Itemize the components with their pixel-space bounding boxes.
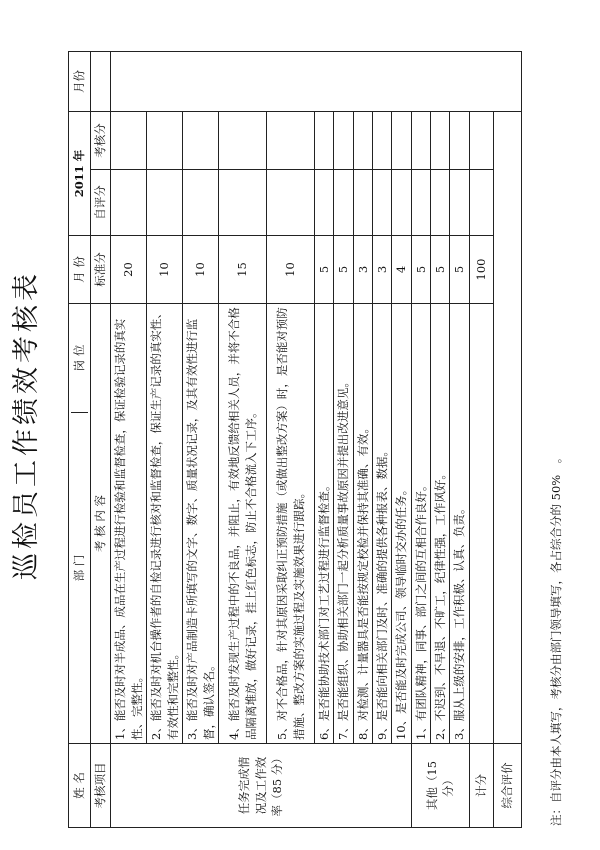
blank-margin-col	[111, 51, 522, 111]
self-score-cell[interactable]	[183, 170, 219, 236]
empty-header-cell	[91, 51, 111, 111]
assess-score-cell[interactable]	[372, 111, 391, 169]
task-row-9: 9、是否能向相关部门及时、准确的提供各种报表、数据。	[372, 304, 391, 744]
category-task: 任务完成情况及工作效率（85 分）	[111, 744, 412, 828]
assess-score-cell[interactable]	[353, 111, 372, 169]
other-score-2: 5	[430, 236, 449, 304]
self-score-cell[interactable]	[147, 170, 183, 236]
task-row-4: 4、能否及时发现生产过程中的不良品，并阻止，有效地反馈给相关人员，并将不合格品隔离堆放，做好记录，挂上红色标志，防止不合格流入下工序。	[219, 304, 267, 744]
task-row-3: 3、能否及时对产品制造卡所填写的文字、数字、质量状况记录，及其有效性进行监督，确认签名。	[183, 304, 219, 744]
assess-score-total[interactable]	[469, 111, 493, 169]
task-score-3: 10	[183, 236, 219, 304]
self-score-cell[interactable]	[219, 170, 267, 236]
other-row-2: 2、不迟到、不早退、不旷工，纪律性强，工作风好。	[430, 304, 449, 744]
self-score-cell[interactable]	[315, 170, 334, 236]
footnote: 注：自评分由本人填写，考核分由部门领导填写，各占综合分的 50% 。	[549, 451, 563, 826]
total-label: 计分	[469, 744, 493, 828]
task-score-6: 5	[315, 236, 334, 304]
task-score-9: 3	[372, 236, 391, 304]
overall-label: 综合评价	[493, 744, 521, 828]
self-score-cell[interactable]	[392, 170, 411, 236]
assess-score-cell[interactable]	[450, 111, 469, 169]
col-assess-header: 考核分	[91, 111, 111, 169]
task-row-6: 6、是否能协助技术部门对工艺过程进行监督检查。	[315, 304, 334, 744]
task-row-2: 2、能否及时对机台操作者的自检记录进行核对和监督检查，保证生产记录的真实性、有效性和完整性。	[147, 304, 183, 744]
col-self-header: 自评分	[91, 170, 111, 236]
year-label: 2011 年	[69, 111, 91, 235]
self-score-cell[interactable]	[450, 170, 469, 236]
task-score-1: 20	[111, 236, 147, 304]
assess-score-cell[interactable]	[411, 111, 430, 169]
self-score-cell[interactable]	[353, 170, 372, 236]
self-score-cell[interactable]	[267, 170, 315, 236]
task-row-8: 8、对检测、计量器具是否能按规定校检并保持其准确、有效。	[353, 304, 372, 744]
assess-score-cell[interactable]	[315, 111, 334, 169]
month-suffix: 月份	[69, 51, 91, 111]
position-label: 岗 位	[72, 344, 87, 372]
col-content-header: 考 核 内 容	[91, 304, 111, 744]
other-row-3: 3、服从上级的安排，工作积极、认真、负责。	[450, 304, 469, 744]
overall-comment-cell[interactable]	[493, 111, 521, 743]
task-row-1: 1、能否及时对半成品、成品在生产过程进行检验和监督检查，保证检验记录的真实性、完整性。	[111, 304, 147, 744]
assess-score-cell[interactable]	[392, 111, 411, 169]
self-score-cell[interactable]	[430, 170, 449, 236]
task-score-7: 5	[334, 236, 353, 304]
other-row-1: 1、有团队精神，同事、部门之间的互相合作良好。	[411, 304, 430, 744]
total-score: 100	[469, 236, 493, 304]
assess-score-cell[interactable]	[147, 111, 183, 169]
self-score-total[interactable]	[469, 170, 493, 236]
col-standard-header: 标准分	[91, 236, 111, 304]
assess-score-cell[interactable]	[219, 111, 267, 169]
dept-position-cell	[69, 304, 91, 744]
self-score-cell[interactable]	[411, 170, 430, 236]
month-label: 月 份	[69, 236, 91, 304]
assessment-table	[68, 51, 522, 828]
assess-score-cell[interactable]	[183, 111, 219, 169]
self-score-cell[interactable]	[334, 170, 353, 236]
page-title: 巡检员工作绩效考核表	[11, 270, 42, 580]
assess-score-cell[interactable]	[111, 111, 147, 169]
name-label: 姓 名	[69, 744, 91, 828]
assess-score-cell[interactable]	[430, 111, 449, 169]
col-item-header: 考核项目	[91, 744, 111, 828]
task-score-2: 10	[147, 236, 183, 304]
other-score-1: 5	[411, 236, 430, 304]
dept-label: 部 门	[72, 554, 87, 582]
task-score-10: 4	[392, 236, 411, 304]
task-row-10: 10、是否能及时完成公司、领导临时交办的任务。	[392, 304, 411, 744]
task-row-7: 7、是否能组织、协助相关部门一起分析质量事故原因并提出改进意见。	[334, 304, 353, 744]
other-score-3: 5	[450, 236, 469, 304]
category-other: 其他（15 分）	[411, 744, 469, 828]
task-row-5: 5、对不合格品，针对其原因采取纠正预防措施（或做出整改方案）时，是否能对预防措施、整改方案的实施过程及实施效果进行跟踪。	[267, 304, 315, 744]
assess-score-cell[interactable]	[267, 111, 315, 169]
self-score-cell[interactable]	[372, 170, 391, 236]
task-score-8: 3	[353, 236, 372, 304]
assess-score-cell[interactable]	[334, 111, 353, 169]
task-score-4: 15	[219, 236, 267, 304]
self-score-cell[interactable]	[111, 170, 147, 236]
total-content-cell	[469, 304, 493, 744]
task-score-5: 10	[267, 236, 315, 304]
